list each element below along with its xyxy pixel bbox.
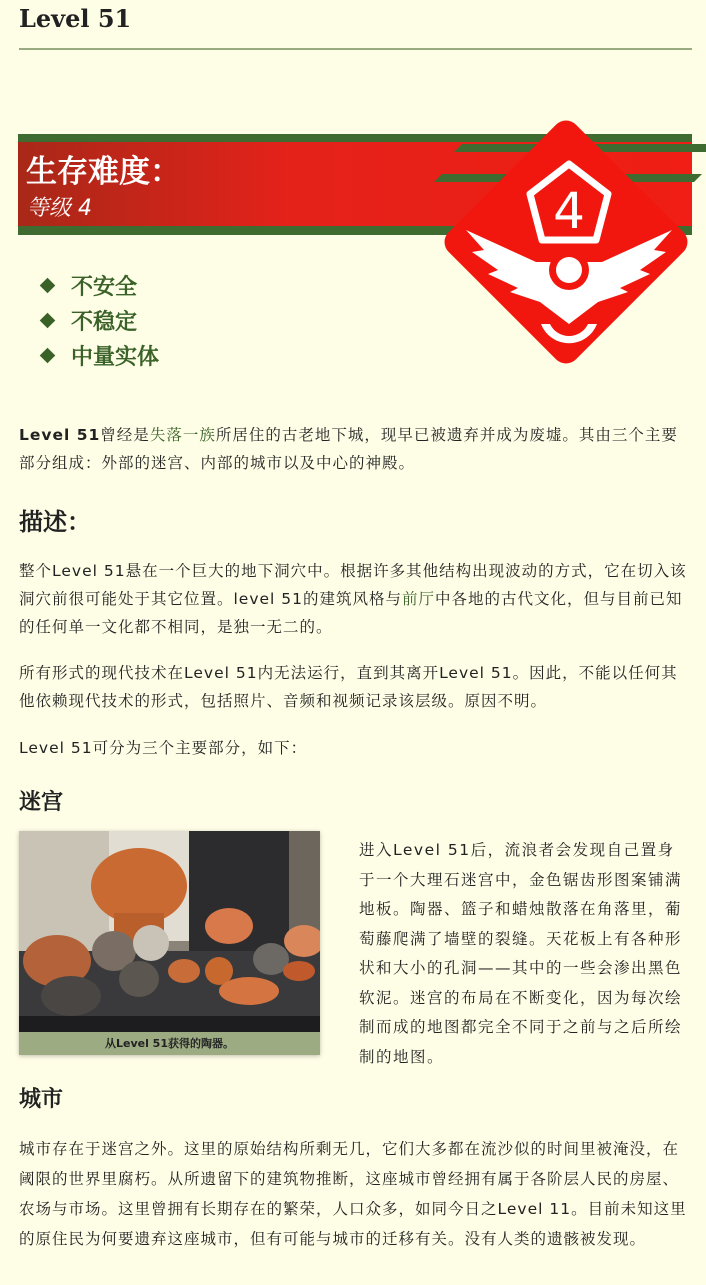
trait-list <box>40 268 159 373</box>
description-paragraph <box>19 557 689 641</box>
pottery-photo <box>19 831 320 1032</box>
trait-item <box>40 268 159 303</box>
maze-heading: 迷宫 <box>19 789 64 815</box>
badge-number: 4 <box>553 182 585 240</box>
trait-label: 中量实体 <box>71 345 160 370</box>
intro-text: 所居住的古老地下城，现早已被遗弃并成为废墟。其由三个主要部分组成：外部的迷宫、内部的城市以及中心的神殿。 <box>19 426 678 472</box>
description-text: 中各地的古代文化，但与目前已知的任何单一文化都不相同，是独一无二的。 <box>19 590 683 636</box>
trait-label: 不安全 <box>71 275 138 300</box>
description-heading: 描述： <box>19 507 91 536</box>
lost-tribe-link[interactable]: 失落一族 <box>149 426 216 444</box>
survival-level: 等级 4 <box>27 196 92 221</box>
intro-text: 曾经是 <box>100 426 150 444</box>
diamond-bullet-icon <box>40 278 56 294</box>
page-title: Level 51 <box>19 4 132 33</box>
lobby-link[interactable]: 前厅 <box>402 590 436 608</box>
pottery-image <box>19 831 320 1032</box>
city-paragraph: 城市存在于迷宫之外。这里的原始结构所剩无几，它们大多都在流沙似的时间里被淹没，在阈限的世界里腐朽。从所遗留下的建筑物推断，这座城市曾经拥有属于各阶层人民的房屋、农场与市场。这里曾拥有长期存在的繁荣，人口众多，如同今日之Level 11。目前未知这里的原住民为何要遗弃这座城市，但有可能与城市的迁移有关。没有人类的遗骸被发现。 <box>19 1140 687 1248</box>
maze-paragraph: 进入Level 51后，流浪者会发现自己置身于一个大理石迷宫中，金色锯齿形图案铺满地板。陶器、篮子和蜡烛散落在角落里，葡萄藤爬满了墙壁的裂缝。天花板上有各种形状和大小的孔洞——其中的一些会渗出黑色软泥。迷宫的布局在不断变化，因为每次绘制而成的地图都完全不同于之前与之后所绘制的地图。 <box>359 841 683 1066</box>
trait-label: 不稳定 <box>71 310 138 335</box>
description-text: 整个Level 51悬在一个巨大的地下洞穴中。根据许多其他结构出现波动的方式，它在切入该洞穴前很可能处于其它位置。level 51的建筑风格与 <box>19 562 687 608</box>
intro-paragraph <box>19 421 689 477</box>
sections-intro-paragraph: Level 51可分为三个主要部分，如下： <box>19 739 308 757</box>
title-divider <box>19 48 692 50</box>
diamond-bullet-icon <box>40 348 56 364</box>
difficulty-badge-icon <box>436 112 696 372</box>
trait-item <box>40 338 159 373</box>
level-name: Level 51 <box>19 426 101 444</box>
figure-caption: 从Level 51获得的陶器。 <box>19 1032 320 1055</box>
survival-heading: 生存难度： <box>26 154 181 190</box>
pottery-figure <box>19 831 320 1055</box>
trait-item <box>40 303 159 338</box>
diamond-bullet-icon <box>40 313 56 329</box>
technology-paragraph: 所有形式的现代技术在Level 51内无法运行，直到其离开Level 51。因此，不能以任何其他依赖现代技术的形式，包括照片、音频和视频记录该层级。原因不明。 <box>19 664 678 710</box>
city-heading: 城市 <box>19 1086 64 1112</box>
